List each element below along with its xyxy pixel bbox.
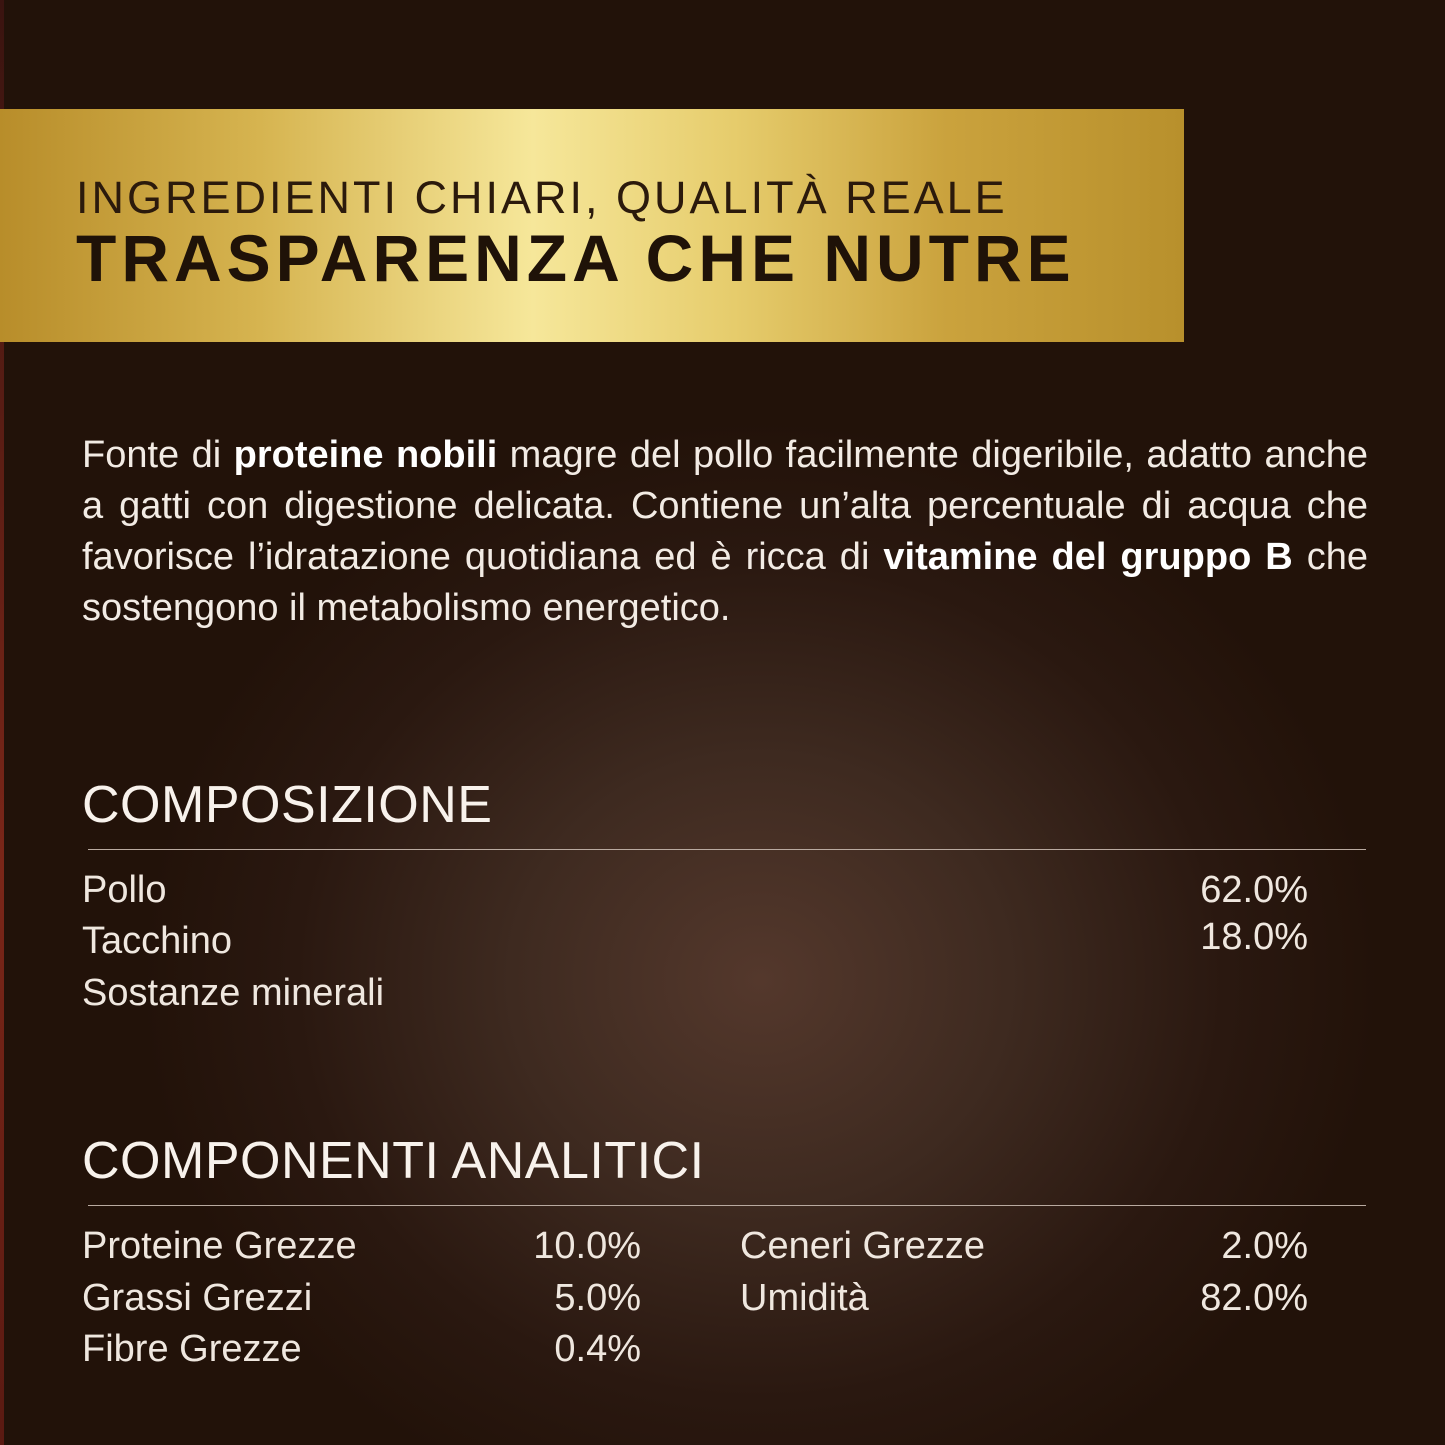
desc-text-1: Fonte di [82,434,234,476]
analytical-divider [88,1205,1366,1206]
analytical-item-value: 82.0% [1200,1277,1308,1319]
analytical-item-label: Ceneri Grezze [740,1225,985,1267]
analytical-item-label: Umidità [740,1277,869,1319]
analytical-title: COMPONENTI ANALITICI [82,1132,705,1190]
analytical-item-label: Grassi Grezzi [82,1277,313,1319]
analytical-item-value: 10.0% [533,1225,641,1267]
analytical-item-value: 2.0% [1221,1225,1308,1267]
desc-bold-proteins: proteine nobili [233,434,498,476]
composition-item-value: 62.0% [1200,869,1308,911]
composition-divider [88,849,1366,850]
analytical-item-value: 0.4% [554,1328,641,1370]
composition-title: COMPOSIZIONE [82,776,493,834]
analytical-item-value: 5.0% [554,1277,641,1319]
composition-item-label: Pollo [82,869,167,911]
analytical-item-label: Fibre Grezze [82,1328,302,1370]
desc-bold-vitamins: vitamine del gruppo B [883,536,1293,578]
composition-item-value: 18.0% [1200,916,1308,958]
product-description [82,430,1368,634]
banner-title: TRASPARENZA CHE NUTRE [76,221,1076,295]
composition-item-label: Sostanze minerali [82,972,385,1014]
banner-subtitle: INGREDIENTI CHIARI, QUALITÀ REALE [76,172,1008,223]
desc-text-3: che sostengono il metabolismo energetico. [82,536,1368,629]
analytical-item-label: Proteine Grezze [82,1225,357,1267]
composition-item-label: Tacchino [82,920,232,962]
desc-text-2: magre del pollo facilmente digeribile, adatto anche a gatti con digestione delicata. Contiene un’alta percentuale di acqua che favorisce l’idratazione quotidiana ed è ricca di [82,434,1368,578]
